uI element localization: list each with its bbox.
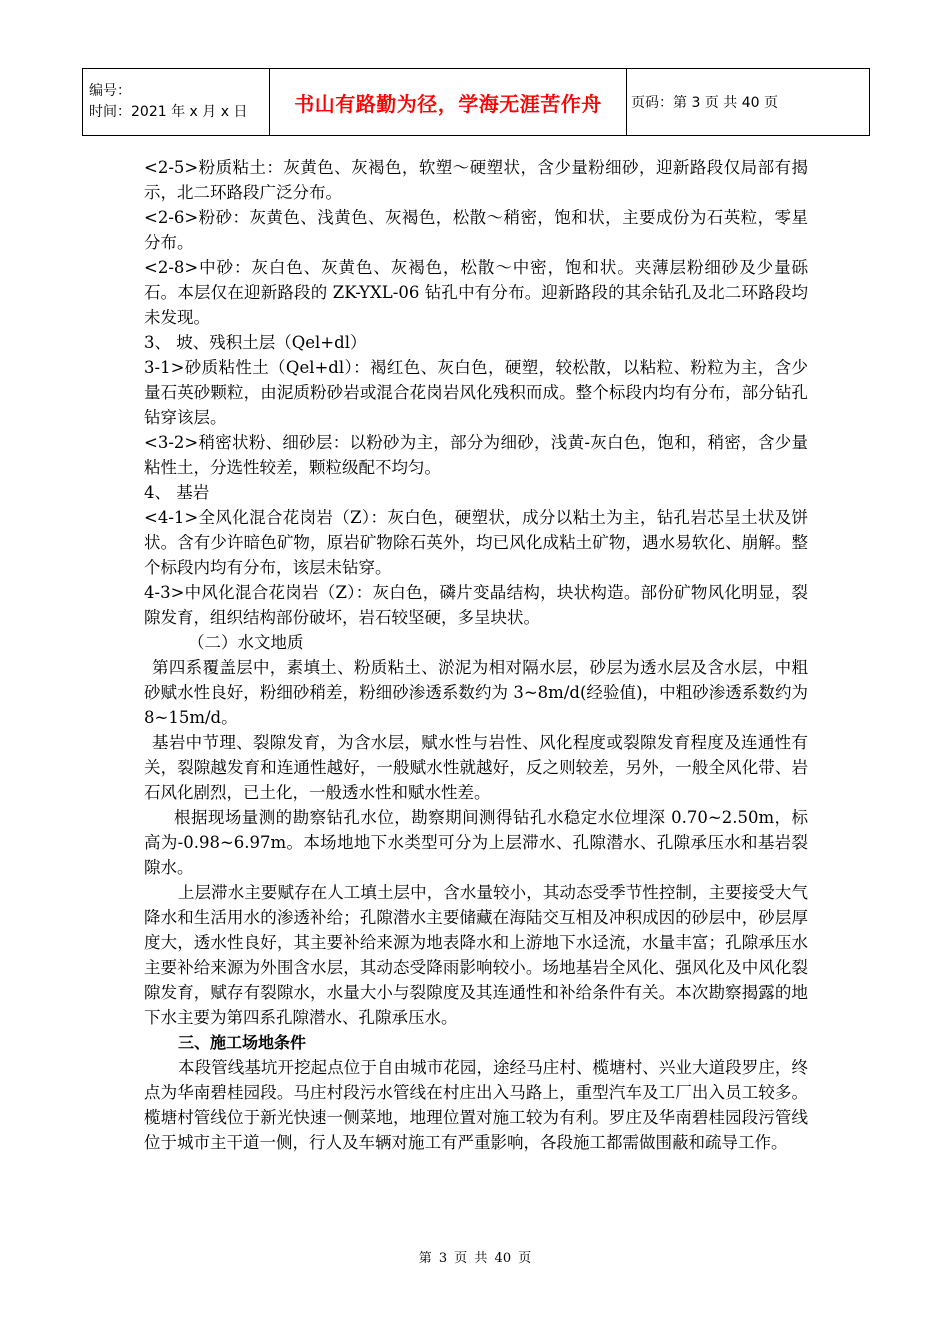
chapter-heading: 三、施工场地条件 [178,1033,307,1052]
document-body [144,155,808,1155]
document-number-label: 编号： [89,83,131,99]
paragraph: <2-6>粉砂：灰黄色、浅黄色、灰褐色，松散～稍密，饱和状，主要成份为石英粒，零星分布。 [144,208,808,252]
paragraph: 3-1>砂质粘性土（Qel+dl）：褐红色、灰白色，硬塑，较松散，以粘粒、粉粒为主，含少量石英砂颗粒，由泥质粉砂岩或混合花岗岩风化残积而成。整个标段内均有分布，部分钻孔钻穿该层。 [144,358,808,427]
paragraph: 基岩中节理、裂隙发育，为含水层，赋水性与岩性、风化程度或裂隙发育程度及连通性有关，裂隙越发育和连通性越好，一般赋水性就越好，反之则较差，另外，一般全风化带、岩石风化剧烈，已土化，一般透水性和赋水性差。 [144,733,808,802]
document-date-label: 时间：2021 年 x 月 x 日 [89,104,248,120]
paragraph: 上层滞水主要赋存在人工填土层中，含水量较小，其动态受季节性控制，主要接受大气降水和生活用水的渗透补给；孔隙潜水主要储藏在海陆交互相及冲积成因的砂层中，砂层厚度大，透水性良好，其主要补给来源为地表降水和上游地下水迳流，水量丰富；孔隙承压水主要补给来源为外围含水层，其动态受降雨影响较小。场地基岩全风化、强风化及中风化裂隙发育，赋存有裂隙水，水量大小与裂隙度及其连通性和补给条件有关。本次勘察揭露的地下水主要为第四系孔隙潜水、孔隙承压水。 [144,883,808,1027]
paragraph: 4-3>中风化混合花岗岩（Z）：灰白色，磷片变晶结构，块状构造。部份矿物风化明显，裂隙发育，组织结构部份破坏，岩石较坚硬，多呈块状。 [144,583,808,627]
subsection-heading: （二）水文地质 [188,633,304,652]
paragraph: <2-5>粉质粘土：灰黄色、灰褐色，软塑～硬塑状，含少量粉细砂，迎新路段仅局部有揭示，北二环路段广泛分布。 [144,158,808,202]
page-footer: 第 3 页 共 40 页 [418,1251,532,1266]
paragraph: <3-2>稍密状粉、细砂层：以粉砂为主，部分为细砂，浅黄-灰白色，饱和，稍密，含少量粘性土，分选性较差，颗粒级配不均匀。 [144,433,808,477]
paragraph: 本段管线基坑开挖起点位于自由城市花园，途经马庄村、榄塘村、兴业大道段罗庄，终点为华南碧桂园段。马庄村段污水管线在村庄出入马路上，重型汽车及工厂出入员工较多。榄塘村管线位于新光快速一侧菜地，地理位置对施工较为有利。罗庄及华南碧桂园段污管线位于城市主干道一侧，行人及车辆对施工有严重影响，各段施工都需做围蔽和疏导工作。 [144,1058,808,1152]
paragraph: <2-8>中砂：灰白色、灰黄色、灰褐色，松散～中密，饱和状。夹薄层粉细砂及少量砾石。本层仅在迎新路段的 ZK-YXL-06 钻孔中有分布。迎新路段的其余钻孔及北二环路段均未发现。 [144,258,808,327]
paragraph: 第四系覆盖层中，素填土、粉质粘土、淤泥为相对隔水层，砂层为透水层及含水层，中粗砂赋水性良好，粉细砂稍差，粉细砂渗透系数约为 3~8m/d(经验值)，中粗砂渗透系数约为 8~15m/d。 [144,658,808,727]
paragraph: 根据现场量测的勘察钻孔水位，勘察期间测得钻孔水稳定水位埋深 0.70~2.50m，标高为-0.98~6.97m。本场地地下水类型可分为上层滞水、孔隙潜水、孔隙承压水和基岩裂隙水。 [144,808,808,877]
header-meta [83,69,270,136]
section-heading: 4、 基岩 [144,483,210,502]
paragraph: <4-1>全风化混合花岗岩（Z）：灰白色，硬塑状，成分以粘土为主，钻孔岩芯呈土状及饼状。含有少许暗色矿物，原岩矿物除石英外，均已风化成粘土矿物，遇水易软化、崩解。整个标段内均有分布，该层未钻穿。 [144,508,808,577]
header-page-number: 页码：第 3 页 共 40 页 [627,69,870,136]
page-header [82,68,870,136]
header-motto: 书山有路勤为径，学海无涯苦作舟 [270,69,627,136]
section-heading: 3、 坡、残积土层（Qel+dl） [144,333,367,352]
